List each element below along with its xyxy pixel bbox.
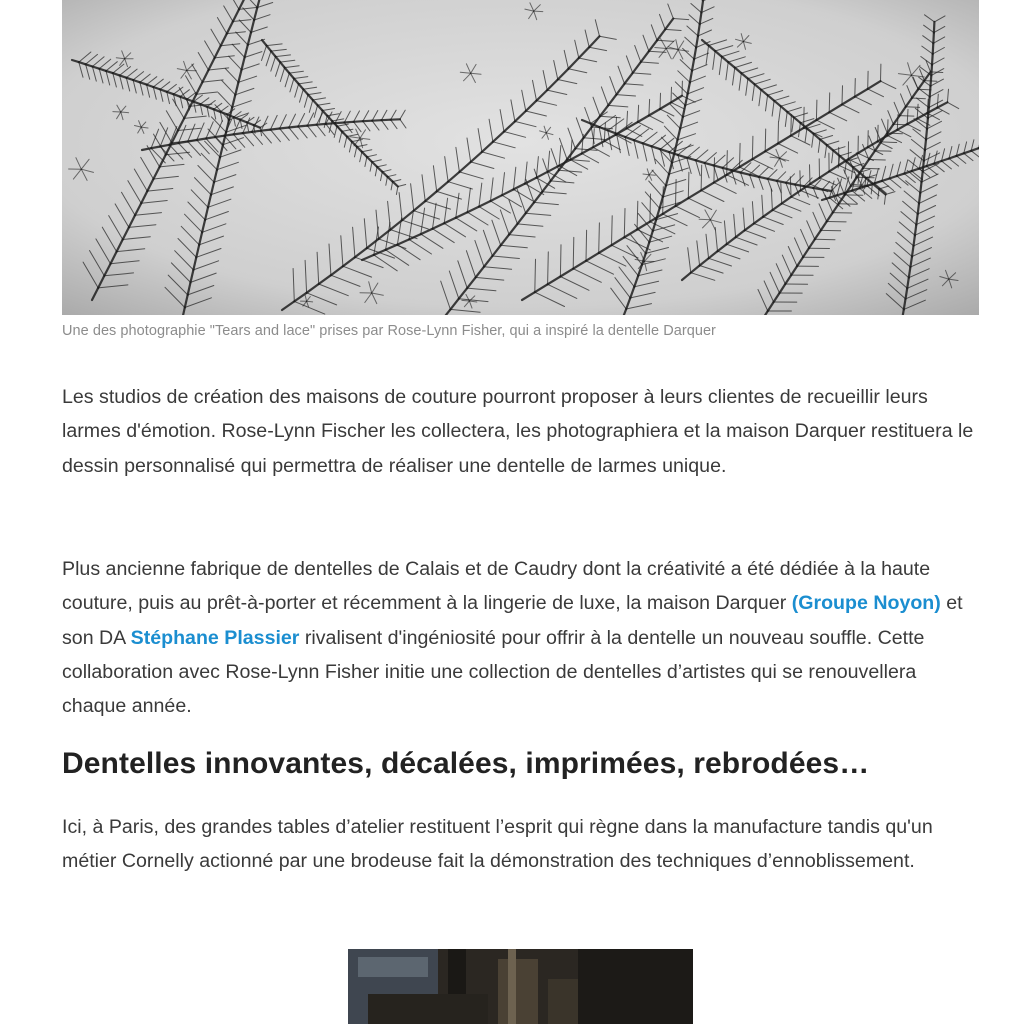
tear-crystal-image bbox=[62, 0, 979, 315]
stephane-plassier-link[interactable]: Stéphane Plassier bbox=[130, 626, 300, 649]
groupe-noyon-link[interactable]: (Groupe Noyon) bbox=[791, 592, 941, 615]
paragraph-text: rivalisent d'ingéniosité pour offrir à la dentelle un nouveau souffle. Cette collaboration avec Rose-Lynn Fisher initie une collection de dentelles d’artistes qui se renouvellera chaque année. bbox=[62, 626, 925, 718]
paragraph-tears-collection: Les studios de création des maisons de couture pourront proposer à leurs clientes de recueillir leurs larmes d'émotion. Rose-Lynn Fischer les collectera, les photographiera et la maison Darquer restituera le dessin personnalisé qui permettra de réaliser une dentelle de larmes unique. bbox=[62, 386, 974, 477]
paragraph-text: Plus ancienne fabrique de dentelles de Calais et de Caudry dont la créativité a été dédiée à la haute couture, puis au prêt-à-porter et récemment à la lingerie de luxe, la maison Darquer bbox=[62, 558, 931, 615]
section-heading: Dentelles innovantes, décalées, imprimées, rebrodées… bbox=[62, 747, 870, 780]
image-caption: Une des photographie "Tears and lace" prises par Rose-Lynn Fisher, qui a inspiré la dentelle Darquer bbox=[62, 323, 716, 339]
paragraph-paris-atelier: Ici, à Paris, des grandes tables d’atelier restituent l’esprit qui règne dans la manufacture tandis qu'un métier Cornelly actionné par une brodeuse fait la démonstration des techniques d’ennoblissement. bbox=[62, 816, 933, 873]
paragraph-text: et son DA bbox=[62, 592, 963, 649]
paragraph-darquer-history bbox=[62, 552, 982, 723]
hero-photo bbox=[62, 0, 979, 315]
cornelly-machine-photo bbox=[348, 949, 693, 1024]
